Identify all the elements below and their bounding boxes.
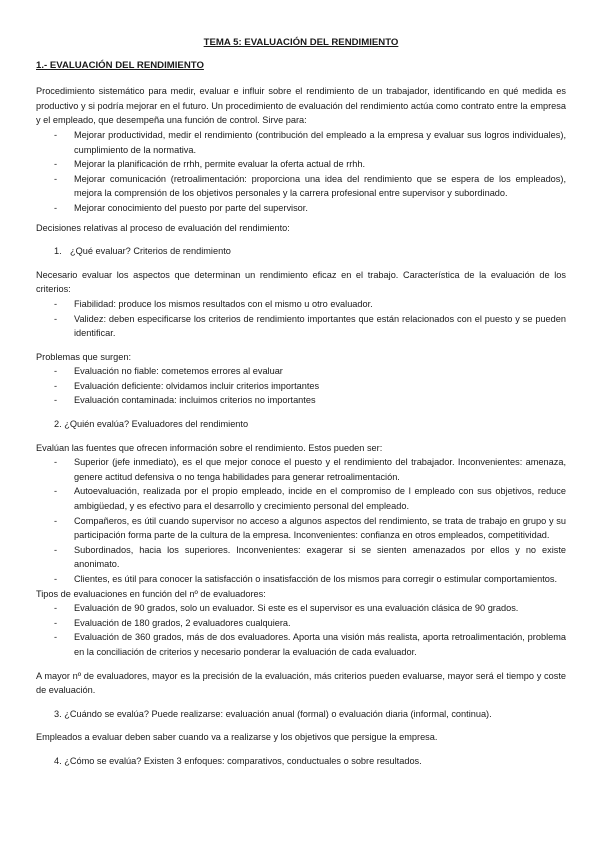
question-heading: 4. ¿Cómo se evalúa? Existen 3 enfoques: comparativos, conductuales o sobre resultados. [54,755,422,766]
list-item: - Mejorar comunicación (retroalimentación: proporciona una idea del rendimiento que se espera de los empleados), mejora la comprensión de los objetivos personales y la carrera profesional entre supervisor y subordinado. [74,172,566,201]
list-item: - Evaluación no fiable: cometemos errores al evaluar [74,364,566,379]
question-number: 1. [54,246,62,257]
decisions-intro: Decisiones relativas al proceso de evaluación del rendimiento: [36,222,290,233]
document-title: TEMA 5: EVALUACIÓN DEL RENDIMIENTO [203,37,399,48]
question-heading: 3. ¿Cuándo se evalúa? Puede realizarse: evaluación anual (formal) o evaluación diaria (informal, continua). [54,708,492,719]
list-item: - Evaluación de 90 grados, solo un evaluador. Si este es el supervisor es una evaluación clásica de 90 grados. [74,601,566,616]
evaluators-list [36,455,566,586]
criteria-list [36,297,566,341]
problems-list [36,364,566,408]
list-item: - Autoevaluación, realizada por el propio empleado, incide en el compromiso de l empleado con sus objetivos, reduce ambigüedad, y es efectivo para el desarrollo y crecimiento personal del empleado. [74,484,566,513]
list-item: - Mejorar conocimiento del puesto por parte del supervisor. [74,201,566,216]
list-item: - Mejorar productividad, medir el rendimiento (contribución del empleado a la empresa y evaluar sus logros individuales), cumplimiento de la normativa. [74,128,566,157]
list-item: - Evaluación deficiente: olvidamos incluir criterios importantes [74,379,566,394]
types-list [36,601,566,659]
list-item: - Clientes, es útil para conocer la satisfacción o insatisfacción de los mismos para corregir o estimular comportamientos. [74,572,566,587]
criteria-paragraph: Necesario evaluar los aspectos que determinan un rendimiento eficaz en el trabajo. Característica de la evaluación de los criterios: [36,269,566,295]
list-item: - Validez: deben especificarse los criterios de rendimiento importantes que están relacionados con el puesto y se pueden identificar. [74,312,566,341]
when-paragraph: Empleados a evaluar deben saber cuando va a realizarse y los objetivos que persigue la empresa. [36,732,438,743]
list-item: - Superior (jefe inmediato), es el que mejor conoce el puesto y el rendimiento del trabajador. Inconvenientes: amenaza, genere actitud defensiva o no tenga habilidades para generar retroalimentación. [74,455,566,484]
list-item: - Evaluación contaminada: incluimos criterios no importantes [74,393,566,408]
list-item: - Compañeros, es útil cuando supervisor no acceso a algunos aspectos del rendimiento, se trata de trabajo en grupo y su participación forma parte de la cultura de la empresa. Inconvenientes: confianza en otros empleados, competitividad. [74,514,566,543]
problems-intro: Problemas que surgen: [36,351,131,362]
list-item: - Mejorar la planificación de rrhh, permite evaluar la oferta actual de rrhh. [74,157,566,172]
intro-paragraph: Procedimiento sistemático para medir, evaluar e influir sobre el rendimiento de un trabajador, identificando en qué medida es productivo y si podría mejorar en el futuro. Un procedimiento de evaluación del rendimiento actúa como contrato entre la empresa y el empleado, que desempeña una función de control. Sirve para: [36,86,566,126]
types-intro: Tipos de evaluaciones en función del nº de evaluadores: [36,588,266,599]
conclusion-paragraph: A mayor nº de evaluadores, mayor es la precisión de la evaluación, más criterios pueden evaluarse, mayor será el tiempo y coste de evaluación. [36,670,566,696]
list-item: - Subordinados, hacia los superiores. Inconvenientes: exagerar si se sienten amenazados por ellos y no existe anonimato. [74,543,566,572]
question-text: ¿Qué evaluar? Criterios de rendimiento [70,246,231,257]
section-heading: 1.- EVALUACIÓN DEL RENDIMIENTO [36,59,204,71]
question-heading [36,244,566,259]
question-heading: 2. ¿Quién evalúa? Evaluadores del rendimiento [54,419,249,430]
purposes-list [36,128,566,216]
evaluators-paragraph: Evalúan las fuentes que ofrecen información sobre el rendimiento. Estos pueden ser: [36,442,383,453]
list-item: - Fiabilidad: produce los mismos resultados con el mismo u otro evaluador. [74,297,566,312]
list-item: - Evaluación de 180 grados, 2 evaluadores cualquiera. [74,616,566,631]
list-item: - Evaluación de 360 grados, más de dos evaluadores. Aporta una visión más realista, aporta retroalimentación, problema en la conciliación de criterios y necesario ponderar la evaluación de cada evaluador. [74,630,566,659]
